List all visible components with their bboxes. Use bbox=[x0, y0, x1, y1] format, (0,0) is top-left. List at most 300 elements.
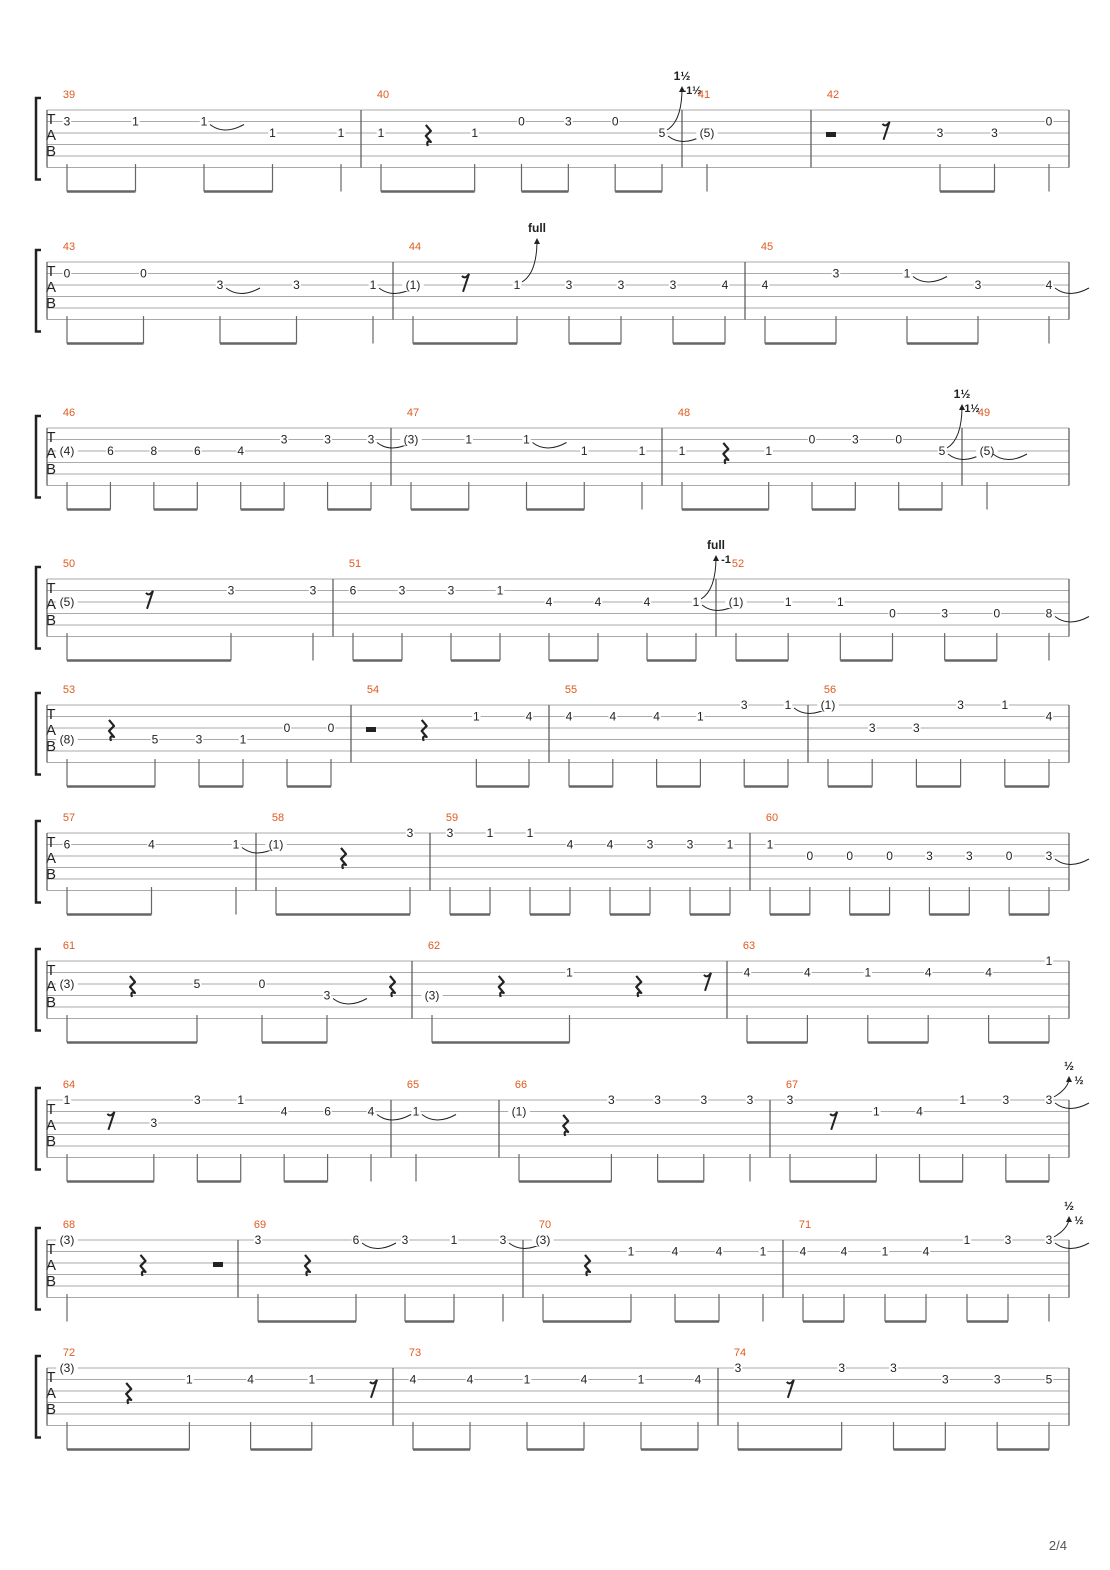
tab-clef-letter: B bbox=[45, 1133, 57, 1150]
measure bbox=[725, 558, 1089, 661]
fret-number: 3 bbox=[367, 432, 375, 447]
measure-number: 61 bbox=[62, 940, 76, 952]
fret-number: 3 bbox=[1045, 1233, 1053, 1247]
measure bbox=[254, 1219, 543, 1322]
quarter-rest bbox=[723, 443, 728, 464]
fret-number: 3 bbox=[227, 583, 235, 598]
tab-clef-letter: B bbox=[45, 612, 57, 629]
tab-clef-letter: T bbox=[46, 705, 56, 723]
fret-number: 1 bbox=[513, 278, 521, 292]
bend-amount: 1½ bbox=[953, 387, 971, 401]
measure-number: 65 bbox=[406, 1079, 420, 1091]
quarter-rest bbox=[109, 720, 114, 741]
fret-number: 4 bbox=[924, 965, 932, 980]
fret-number: 4 bbox=[566, 837, 574, 852]
fret-number: 3 bbox=[1004, 1233, 1012, 1247]
measure bbox=[734, 1347, 1054, 1450]
fret-number: 1 bbox=[472, 709, 480, 724]
tab-system bbox=[36, 1059, 1089, 1182]
fret-number: 3 bbox=[447, 583, 455, 598]
fret-number: 3 bbox=[890, 1361, 897, 1375]
fret-number: 0 bbox=[1005, 849, 1013, 863]
tab-system bbox=[36, 812, 1089, 915]
system-bracket bbox=[36, 693, 41, 775]
fret-number: 1 bbox=[881, 1244, 889, 1259]
measure-number: 53 bbox=[62, 684, 76, 696]
fret-number: 5 bbox=[193, 977, 201, 991]
fret-number: 0 bbox=[518, 114, 525, 129]
fret-number: 1 bbox=[237, 1093, 245, 1107]
fret-number: 0 bbox=[846, 849, 854, 863]
fret-number: 5 bbox=[938, 444, 946, 458]
quarter-rest bbox=[563, 1115, 568, 1136]
fret-number: 3 bbox=[832, 266, 840, 281]
fret-number: 3 bbox=[323, 988, 331, 1003]
measure-number: 39 bbox=[62, 89, 76, 101]
fret-number: 4 bbox=[606, 837, 614, 852]
tab-system bbox=[36, 69, 1069, 192]
fret-number: 1 bbox=[200, 114, 208, 129]
system-bracket bbox=[36, 567, 41, 649]
fret-number: 3 bbox=[617, 278, 625, 292]
measure bbox=[366, 684, 533, 787]
tie-arc bbox=[1055, 1243, 1089, 1249]
quarter-rest bbox=[499, 976, 504, 997]
fret-number: (5) bbox=[59, 595, 75, 609]
bend-arrow bbox=[701, 557, 716, 599]
fret-number: 4 bbox=[922, 1244, 930, 1259]
tie-arc bbox=[913, 277, 947, 283]
fret-number: 0 bbox=[140, 266, 147, 281]
tab-clef-letter: A bbox=[45, 1116, 57, 1134]
system-bracket bbox=[36, 1356, 41, 1438]
fret-number: 1 bbox=[471, 126, 479, 140]
measure bbox=[696, 89, 718, 192]
fret-number: (5) bbox=[979, 444, 995, 458]
fret-number: 4 bbox=[594, 595, 602, 609]
system-bracket bbox=[36, 416, 41, 498]
release-amount: -1 bbox=[721, 554, 731, 566]
half-rest bbox=[826, 132, 836, 137]
fret-number: 3 bbox=[936, 126, 944, 140]
fret-number: 1 bbox=[239, 732, 247, 747]
fret-number: 1 bbox=[526, 826, 534, 840]
fret-number: (3) bbox=[424, 988, 440, 1003]
fret-number: 1 bbox=[765, 444, 773, 458]
fret-number: 1 bbox=[836, 595, 844, 609]
measure-number: 68 bbox=[62, 1219, 76, 1231]
fret-number: 1 bbox=[1045, 954, 1053, 968]
fret-number: 4 bbox=[466, 1372, 474, 1387]
measure bbox=[265, 812, 414, 915]
fret-number: 3 bbox=[941, 606, 949, 621]
fret-number: 3 bbox=[838, 1361, 846, 1375]
fret-number: 3 bbox=[216, 278, 224, 292]
fret-number: 1 bbox=[523, 1372, 531, 1387]
fret-number: 0 bbox=[258, 977, 266, 991]
measure-number: 45 bbox=[760, 241, 774, 253]
fret-number: 4 bbox=[799, 1244, 807, 1259]
fret-number: (5) bbox=[699, 126, 715, 140]
fret-number: 1 bbox=[377, 126, 385, 140]
fret-number: (1) bbox=[728, 595, 744, 609]
measure-number: 54 bbox=[366, 684, 380, 696]
measure bbox=[678, 387, 982, 510]
measure bbox=[565, 684, 828, 787]
fret-number: 3 bbox=[974, 278, 982, 292]
tab-clef-letter: A bbox=[45, 595, 57, 613]
fret-number: 4 bbox=[721, 278, 729, 292]
fret-number: 3 bbox=[965, 849, 973, 863]
tab-clef-letter: T bbox=[46, 579, 56, 597]
fret-number: 0 bbox=[895, 432, 903, 447]
fret-number: (1) bbox=[511, 1104, 527, 1119]
bend-amount: ½ bbox=[1063, 1059, 1075, 1073]
fret-number: 3 bbox=[254, 1233, 262, 1247]
measure bbox=[349, 538, 736, 661]
measure bbox=[402, 221, 729, 344]
fret-number: 8 bbox=[1045, 606, 1053, 621]
measure bbox=[63, 241, 413, 344]
measure bbox=[826, 89, 1053, 192]
measure-number: 71 bbox=[798, 1219, 812, 1231]
fret-number: 1 bbox=[412, 1104, 420, 1119]
page-number: 2/4 bbox=[1048, 1538, 1067, 1553]
tab-system bbox=[36, 1347, 1069, 1450]
fret-number: 3 bbox=[926, 849, 933, 863]
fret-number: 1 bbox=[903, 266, 911, 281]
tab-clef-letter: A bbox=[45, 1256, 57, 1274]
measure-number: 59 bbox=[445, 812, 459, 824]
tie-arc bbox=[226, 288, 260, 294]
bend-arrow bbox=[667, 88, 682, 130]
measure-number: 51 bbox=[348, 558, 362, 570]
measure bbox=[817, 684, 1053, 787]
eighth-rest bbox=[370, 1380, 377, 1398]
fret-number: 4 bbox=[409, 1372, 417, 1387]
fret-number: 6 bbox=[324, 1104, 331, 1119]
measure bbox=[56, 407, 411, 510]
measure-number: 43 bbox=[62, 241, 76, 253]
fret-number: 1 bbox=[784, 698, 792, 712]
fret-number: 3 bbox=[398, 583, 406, 598]
measure bbox=[532, 1219, 767, 1322]
fret-number: 5 bbox=[658, 126, 666, 140]
tab-clef-letter: T bbox=[46, 961, 56, 979]
measure-number: 47 bbox=[406, 407, 420, 419]
quarter-rest bbox=[426, 125, 431, 146]
tab-clef-letter: A bbox=[45, 278, 57, 296]
fret-number: 0 bbox=[283, 721, 291, 735]
measure-number: 40 bbox=[376, 89, 390, 101]
fret-number: 3 bbox=[309, 583, 317, 598]
measure bbox=[63, 812, 276, 915]
bend-arrowhead bbox=[1066, 1076, 1072, 1082]
release-amount: -1½ bbox=[682, 85, 702, 97]
fret-number: 3 bbox=[941, 1372, 949, 1387]
eighth-rest bbox=[107, 1112, 114, 1130]
fret-number: 3 bbox=[324, 432, 331, 447]
fret-number: 3 bbox=[406, 826, 414, 840]
fret-number: (1) bbox=[820, 698, 836, 712]
fret-number: 3 bbox=[280, 432, 288, 447]
measure-number: 69 bbox=[253, 1219, 267, 1231]
quarter-rest bbox=[636, 976, 641, 997]
fret-number: (1) bbox=[405, 278, 421, 292]
fret-number: 4 bbox=[1045, 709, 1053, 724]
fret-number: 4 bbox=[804, 965, 811, 980]
fret-number: 4 bbox=[653, 709, 660, 724]
tie-arc bbox=[1055, 617, 1089, 623]
tab-clef-letter: B bbox=[45, 1401, 57, 1418]
fret-number: 1 bbox=[963, 1233, 971, 1247]
fret-number: 1 bbox=[697, 709, 704, 724]
fret-number: 1 bbox=[369, 278, 377, 292]
tab-clef-letter: T bbox=[46, 1240, 56, 1258]
tab-clef-letter: B bbox=[45, 461, 57, 478]
fret-number: 4 bbox=[367, 1104, 375, 1119]
measure bbox=[56, 1347, 377, 1450]
fret-number: 3 bbox=[740, 698, 748, 712]
tie-arc bbox=[210, 125, 244, 131]
fret-number: 4 bbox=[1045, 278, 1053, 292]
fret-number: 4 bbox=[609, 709, 617, 724]
measure-number: 41 bbox=[697, 89, 711, 101]
fret-number: 1 bbox=[580, 444, 588, 458]
fret-number: (4) bbox=[59, 444, 75, 458]
fret-number: 3 bbox=[499, 1233, 507, 1247]
tie-arc bbox=[1055, 288, 1089, 294]
measure bbox=[377, 69, 702, 192]
measure-number: 57 bbox=[62, 812, 76, 824]
fret-number: 3 bbox=[63, 114, 71, 129]
fret-number: 1 bbox=[692, 595, 700, 609]
fret-number: 3 bbox=[686, 837, 694, 852]
fret-number: 1 bbox=[523, 432, 530, 447]
fret-number: 3 bbox=[734, 1361, 742, 1375]
tab-clef-letter: T bbox=[46, 428, 56, 446]
quarter-rest bbox=[305, 1255, 310, 1276]
tab-system bbox=[36, 387, 1069, 510]
fret-number: 1 bbox=[496, 583, 504, 598]
fret-number: 6 bbox=[352, 1233, 360, 1247]
fret-number: 4 bbox=[237, 444, 245, 458]
fret-number: 4 bbox=[247, 1372, 254, 1387]
eighth-rest bbox=[146, 591, 153, 609]
quarter-rest bbox=[130, 976, 135, 997]
measure bbox=[799, 1199, 1089, 1322]
measure bbox=[56, 684, 335, 787]
tie-arc bbox=[377, 1115, 411, 1121]
fret-number: 1 bbox=[132, 114, 139, 129]
tab-clef-letter: B bbox=[45, 295, 57, 312]
fret-number: 3 bbox=[1002, 1093, 1010, 1107]
tab-clef-letter: A bbox=[45, 849, 57, 867]
system-bracket bbox=[36, 821, 41, 903]
system-bracket bbox=[36, 98, 41, 180]
fret-number: 1 bbox=[638, 444, 646, 458]
tab-clef-letter: B bbox=[45, 866, 57, 883]
measure-number: 62 bbox=[427, 940, 441, 952]
fret-number: 3 bbox=[564, 114, 572, 129]
measure bbox=[743, 940, 1054, 1043]
bend-arrowhead bbox=[1066, 1216, 1072, 1222]
fret-number: 1 bbox=[566, 965, 573, 980]
tab-system bbox=[36, 221, 1089, 344]
measure-number: 72 bbox=[62, 1347, 76, 1359]
fret-number: 3 bbox=[746, 1093, 754, 1107]
measure-number: 60 bbox=[765, 812, 779, 824]
half-rest bbox=[213, 1262, 223, 1267]
release-amount: ½ bbox=[1074, 1075, 1084, 1087]
fret-number: (8) bbox=[59, 732, 75, 747]
measure bbox=[766, 812, 1089, 915]
measure-number: 63 bbox=[742, 940, 756, 952]
fret-number: 1 bbox=[450, 1233, 458, 1247]
quarter-rest bbox=[390, 976, 395, 997]
fret-number: 4 bbox=[525, 709, 533, 724]
fret-number: 0 bbox=[993, 606, 1001, 621]
tab-clef-letter: B bbox=[45, 1273, 57, 1290]
fret-number: 4 bbox=[761, 278, 769, 292]
tab-clef-letter: B bbox=[45, 738, 57, 755]
fret-number: (3) bbox=[403, 432, 419, 447]
fret-number: 3 bbox=[446, 826, 454, 840]
tab-clef-letter: T bbox=[46, 262, 56, 280]
tie-arc bbox=[362, 1243, 396, 1249]
eighth-rest bbox=[883, 122, 890, 140]
measure bbox=[56, 940, 395, 1043]
bend-amount: full bbox=[707, 538, 725, 552]
measure bbox=[56, 1219, 223, 1322]
fret-number: 1 bbox=[784, 595, 792, 609]
measure-number: 58 bbox=[271, 812, 285, 824]
fret-number: 0 bbox=[1045, 114, 1053, 129]
fret-number: 3 bbox=[646, 837, 654, 852]
fret-number: 3 bbox=[993, 1372, 1001, 1387]
fret-number: 3 bbox=[851, 432, 859, 447]
fret-number: 1 bbox=[766, 837, 774, 852]
fret-number: 3 bbox=[957, 698, 964, 712]
measure-number: 50 bbox=[62, 558, 76, 570]
fret-number: 4 bbox=[643, 595, 651, 609]
fret-number: 1 bbox=[465, 432, 473, 447]
fret-number: (3) bbox=[59, 977, 75, 991]
measure-number: 46 bbox=[62, 407, 76, 419]
measure-number: 73 bbox=[408, 1347, 422, 1359]
fret-number: 1 bbox=[959, 1093, 967, 1107]
tab-clef-letter: T bbox=[46, 1100, 56, 1118]
fret-number: 0 bbox=[63, 266, 71, 281]
fret-number: 1 bbox=[1001, 698, 1009, 712]
fret-number: 4 bbox=[916, 1104, 923, 1119]
release-amount: 1½ bbox=[964, 403, 980, 415]
fret-number: 3 bbox=[1045, 1093, 1053, 1107]
measure bbox=[508, 1079, 754, 1182]
bend-arrow bbox=[522, 240, 537, 282]
fret-number: 0 bbox=[611, 114, 619, 129]
tab-clef-letter: T bbox=[46, 110, 56, 128]
fret-number: 3 bbox=[1045, 849, 1053, 863]
system-bracket bbox=[36, 1228, 41, 1310]
fret-number: 4 bbox=[671, 1244, 679, 1259]
eighth-rest bbox=[787, 1380, 794, 1398]
quarter-rest bbox=[141, 1255, 146, 1276]
fret-number: 1 bbox=[308, 1372, 316, 1387]
fret-number: 4 bbox=[545, 595, 553, 609]
fret-number: 3 bbox=[195, 732, 203, 747]
measure bbox=[446, 812, 735, 915]
measure bbox=[409, 1347, 703, 1450]
half-rest bbox=[366, 727, 376, 732]
eighth-rest bbox=[830, 1112, 837, 1130]
fret-number: 3 bbox=[401, 1233, 409, 1247]
measure bbox=[400, 407, 646, 510]
fret-number: 1 bbox=[269, 126, 276, 140]
tab-system bbox=[36, 1199, 1089, 1322]
measure-number: 70 bbox=[538, 1219, 552, 1231]
fret-number: 1 bbox=[486, 826, 494, 840]
tab-system bbox=[36, 940, 1069, 1043]
tie-arc bbox=[1055, 1103, 1089, 1109]
fret-number: 1 bbox=[637, 1372, 645, 1387]
system-bracket bbox=[36, 1088, 41, 1170]
measure-number: 56 bbox=[823, 684, 837, 696]
fret-number: 5 bbox=[1045, 1372, 1053, 1387]
fret-number: 4 bbox=[694, 1372, 702, 1387]
measure bbox=[63, 89, 346, 192]
fret-number: 8 bbox=[150, 444, 158, 458]
measure-number: 55 bbox=[564, 684, 578, 696]
fret-number: 1 bbox=[186, 1372, 193, 1387]
measure-number: 66 bbox=[514, 1079, 528, 1091]
measure-number: 48 bbox=[677, 407, 691, 419]
fret-number: (3) bbox=[535, 1233, 551, 1247]
measure bbox=[63, 1079, 411, 1182]
measure-number: 67 bbox=[785, 1079, 799, 1091]
quarter-rest bbox=[585, 1255, 590, 1276]
fret-number: (3) bbox=[59, 1361, 75, 1375]
fret-number: 3 bbox=[669, 278, 677, 292]
bend-amount: 1½ bbox=[673, 69, 691, 83]
eighth-rest bbox=[704, 973, 711, 991]
quarter-rest bbox=[422, 720, 427, 741]
system-bracket bbox=[36, 949, 41, 1031]
tab-clef-letter: A bbox=[45, 126, 57, 144]
tie-arc bbox=[1055, 859, 1089, 865]
fret-number: (1) bbox=[268, 837, 284, 852]
fret-number: 3 bbox=[991, 126, 998, 140]
fret-number: 6 bbox=[107, 444, 114, 458]
fret-number: 6 bbox=[193, 444, 201, 458]
fret-number: 0 bbox=[886, 849, 893, 863]
fret-number: 3 bbox=[868, 721, 876, 735]
fret-number: 3 bbox=[608, 1093, 615, 1107]
fret-number: 4 bbox=[743, 965, 751, 980]
tab-clef-letter: A bbox=[45, 977, 57, 995]
fret-number: 1 bbox=[726, 837, 734, 852]
fret-number: 1 bbox=[678, 444, 686, 458]
tab-clef-letter: T bbox=[46, 1368, 56, 1386]
measure bbox=[407, 1079, 456, 1182]
fret-number: 3 bbox=[565, 278, 573, 292]
fret-number: 4 bbox=[565, 709, 573, 724]
fret-number: 0 bbox=[889, 606, 896, 621]
fret-number: 4 bbox=[148, 837, 155, 852]
fret-number: 6 bbox=[63, 837, 71, 852]
fret-number: 1 bbox=[63, 1093, 71, 1107]
system-bracket bbox=[36, 250, 41, 332]
